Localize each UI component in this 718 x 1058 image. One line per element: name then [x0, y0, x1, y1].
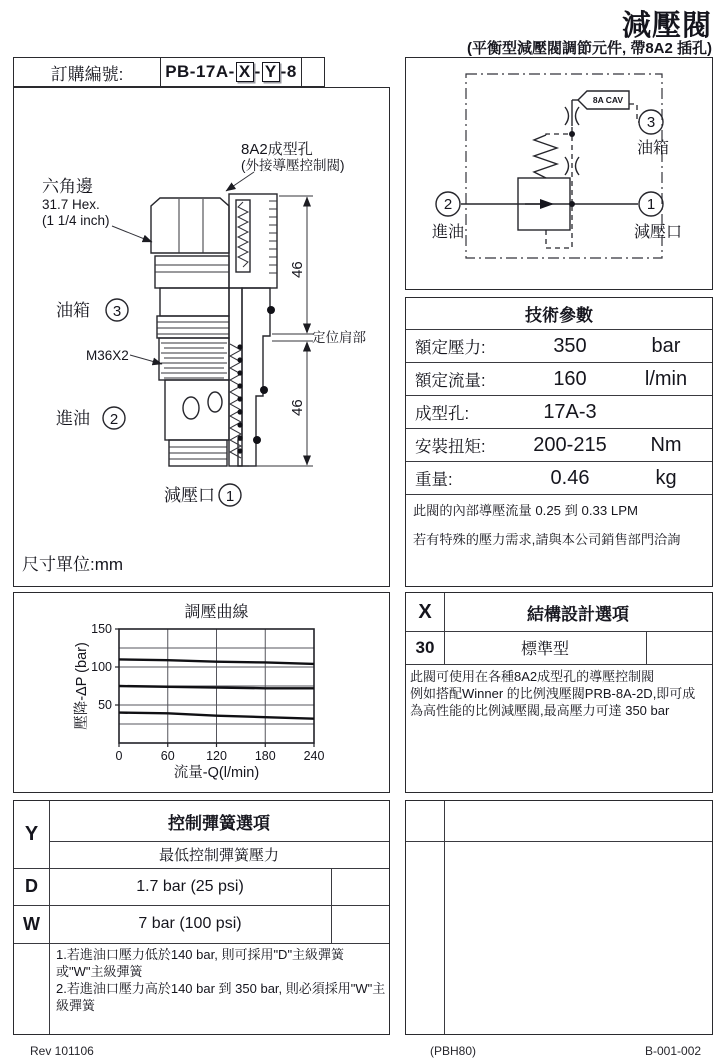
dimension-46-top [272, 196, 313, 334]
ring-grooves [157, 316, 229, 338]
main-thread-lines [161, 343, 227, 378]
hydraulic-schematic [406, 58, 711, 288]
y-options-note: 1.若進油口壓力低於140 bar, 則可採用"D"主級彈簧或"W"主級彈簧 2.若進油口壓力高於140 bar 到 350 bar, 則必須採用"W"主級彈簧 [56, 947, 386, 1013]
hex-label-line1: 六角邊 [42, 177, 93, 196]
empty-options-table [405, 800, 713, 1035]
main-thread-section [159, 338, 229, 380]
tech-row-rated-pressure: 額定壓力: 350 bar [406, 330, 712, 363]
pilot-drain-line [546, 204, 572, 248]
tech-params-title: 技術參數 [406, 298, 712, 330]
order-number-empty-cell [302, 58, 324, 86]
svg-text:調壓曲線: 調壓曲線 [184, 604, 249, 621]
x-options-table [405, 592, 713, 793]
x-options-title: 結構設計選項 [527, 604, 629, 624]
svg-text:120: 120 [206, 749, 227, 763]
x-options-note: 此閥可使用在各種8A2成型孔的導壓控制閥 例如搭配Winner 的比例洩壓閥PRB-8A-2D,即可成 為高性能的比例減壓閥,最高壓力可達 350 bar [410, 669, 696, 718]
cavity-label-line2: (外接導壓控制閥) [241, 158, 345, 173]
x-option-30-code: 30 [415, 637, 435, 657]
y-options-subtitle: 最低控制彈簧壓力 [158, 847, 279, 864]
hex-leader [112, 226, 152, 242]
svg-text:60: 60 [160, 749, 175, 763]
tech-row-rated-flow: 額定流量: 160 l/min [406, 363, 712, 396]
svg-text:46: 46 [289, 261, 306, 278]
tank-port-number: 3 [112, 303, 122, 320]
outlet-port-number: 1 [225, 488, 235, 505]
y-option-d-label: 1.7 bar (25 psi) [136, 877, 244, 895]
svg-text:壓降-ΔP (bar): 壓降-ΔP (bar) [74, 642, 90, 730]
outlet-label: 減壓口 [164, 486, 215, 505]
footer-doc-number: B-001-002 [645, 1044, 702, 1058]
svg-text:流量-Q(l/min): 流量-Q(l/min) [173, 765, 260, 781]
footer-revision: Rev 101106 [30, 1044, 94, 1058]
junction-dot [569, 131, 575, 137]
pilot-bore [236, 200, 250, 272]
valve-cross-section-drawing [14, 88, 388, 585]
tech-params-table [405, 297, 713, 587]
tech-row-cavity: 成型孔: 17A-3 [406, 396, 712, 429]
dimension-46-bottom [249, 341, 313, 466]
svg-text:150: 150 [91, 622, 112, 636]
part-number-x-option: X [236, 62, 254, 82]
locating-shoulder-label: 定位肩部 [312, 330, 366, 345]
part-number-y-option: Y [262, 62, 280, 82]
page-title: 減壓閥 [621, 10, 712, 42]
tech-note-2: 若有特殊的壓力需求,請與本公司銷售部門洽詢 [413, 532, 681, 547]
y-option-w-label: 7 bar (100 psi) [138, 915, 242, 932]
pressure-curve-chart [14, 593, 388, 791]
port-1-number: 1 [646, 196, 656, 213]
svg-text:240: 240 [303, 749, 325, 763]
inlet-label: 進油 [56, 409, 90, 428]
locating-shoulder-callout [307, 326, 366, 349]
tech-note-1: 此閥的內部導壓流量 0.25 到 0.33 LPM [413, 503, 638, 518]
cavity-leader [226, 172, 254, 191]
y-options-code-header: Y [24, 823, 39, 845]
y-options-title: 控制彈簧選項 [168, 813, 270, 833]
x-options-code-header: X [418, 600, 432, 623]
part-number: PB-17A- X - Y -8 [161, 58, 302, 86]
svg-text:50: 50 [98, 698, 112, 712]
inlet-hole [183, 397, 199, 419]
port-3-label: 油箱 [637, 140, 670, 157]
valve-drawing-box [13, 87, 390, 587]
hydraulic-schematic-box [405, 57, 713, 290]
inlet-hole [208, 392, 222, 412]
svg-text:0: 0 [115, 749, 123, 763]
spring-symbol [534, 135, 557, 178]
junction-dot [569, 201, 575, 207]
y-option-w-code: W [23, 913, 40, 934]
pilot-spring [238, 202, 248, 267]
port-1-label: 減壓口 [634, 224, 683, 241]
footer-code: (PBH80) [430, 1044, 477, 1058]
hex-head [151, 198, 229, 253]
order-number-label: 訂購編號: [14, 58, 161, 86]
cavity-label-line1: 8A2成型孔 [241, 141, 313, 158]
order-number-table [13, 57, 325, 87]
tech-row-torque: 安裝扭矩: 200-215 Nm [406, 429, 712, 462]
svg-text:180: 180 [254, 749, 276, 763]
svg-text:46: 46 [289, 399, 306, 416]
hex-label-line2: 31.7 Hex. [42, 197, 100, 212]
page-subtitle: (平衡型減壓閥調節元件, 帶8A2 插孔) [466, 40, 712, 57]
inlet-port-number: 2 [109, 411, 119, 428]
thread-ridges [269, 201, 277, 273]
y-option-d-code: D [25, 876, 38, 896]
thread-leader [130, 355, 162, 364]
svg-text:100: 100 [91, 660, 112, 674]
spring-wire-dots [237, 344, 242, 453]
tank-label: 油箱 [56, 301, 90, 320]
thread-label: M36X2 [86, 348, 129, 363]
dimension-units-label: 尺寸單位:mm [22, 555, 124, 574]
tank-port-band [160, 288, 229, 316]
pressure-curve-chart-box [13, 592, 390, 793]
hex-label-line3: (1 1/4 inch) [42, 213, 110, 228]
port-3-number: 3 [646, 114, 656, 131]
port-2-label: 進油 [432, 224, 465, 241]
x-option-30-label: 標準型 [520, 641, 569, 658]
part-number-prefix: PB-17A- [165, 62, 235, 81]
y-options-table [13, 800, 390, 1035]
tech-row-weight: 重量: 0.46 kg [406, 462, 712, 495]
cavity-tag-label: 8A CAV [592, 95, 624, 105]
port-2-number: 2 [443, 196, 453, 213]
